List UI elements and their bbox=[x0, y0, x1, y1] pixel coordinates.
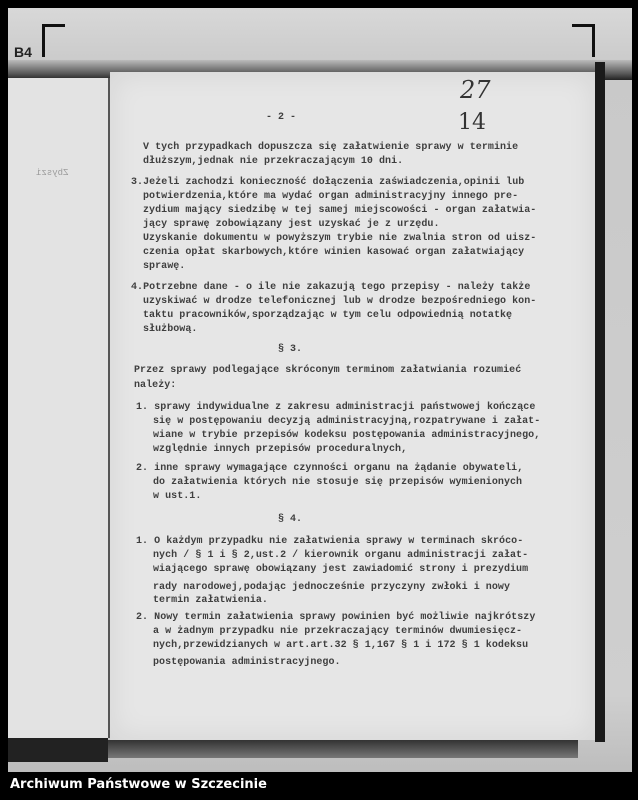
text-line: wiane w trybie przepisów kodeksu postępowania administracyjnego, bbox=[153, 430, 541, 441]
text-line: należy: bbox=[134, 380, 177, 391]
text-line: potwierdzenia,które ma wydać organ administracyjny innego pre- bbox=[143, 191, 519, 202]
text-line: termin załatwienia. bbox=[153, 595, 268, 606]
text-line: 2. inne sprawy wymagające czynności organu na żądanie obywateli, bbox=[136, 463, 524, 474]
text-line: służbową. bbox=[143, 324, 198, 335]
slot-label: B4 bbox=[14, 44, 32, 60]
text-line: postępowania administracyjnego. bbox=[153, 657, 341, 668]
archive-caption: Archiwum Państwowe w Szczecinie bbox=[10, 777, 267, 792]
crop-corner-mark bbox=[572, 24, 595, 57]
text-line: do załatwienia których nie stosuje się przepisów wymienionych bbox=[153, 477, 523, 488]
text-line: zydium mający siedzibę w tej samej miejscowości - organ załatwia- bbox=[143, 205, 537, 216]
text-line: rady narodowej,podając jednocześnie przyczyny zwłoki i nowy bbox=[153, 582, 511, 593]
text-line: się w postępowaniu decyzją administracyjną,rozpatrywane i załat- bbox=[153, 416, 541, 427]
text-line: 3.Jeżeli zachodzi konieczność dołączenia zaświadczenia,opinii lub bbox=[131, 177, 525, 188]
handwritten-folio: 14 bbox=[458, 110, 486, 135]
text-line: wiającego sprawę obowiązany jest zawiadomić strony i prezydium bbox=[153, 564, 529, 575]
text-line: 4.Potrzebne dane - o ile nie zakazują tego przepisy - należy także bbox=[131, 282, 531, 293]
text-line: względnie innych przepisów proceduralnych, bbox=[153, 444, 408, 455]
page-bottom-shadow bbox=[108, 740, 578, 758]
text-line: 1. sprawy indywidualne z zakresu administracji państwowej kończące bbox=[136, 402, 536, 413]
text-line: w ust.1. bbox=[153, 491, 202, 502]
text-line: nych,przewidzianych w art.art.32 § 1,167 § 1 i 172 § 1 kodeksu bbox=[153, 640, 529, 651]
text-line: a w żadnym przypadku nie przekraczający terminów dwumiesięcz- bbox=[153, 626, 523, 637]
text-line: V tych przypadkach dopuszcza się załatwienie sprawy w terminie bbox=[143, 142, 519, 153]
handwritten-folio: 27 bbox=[460, 76, 491, 104]
text-line: 1. O każdym przypadku nie załatwienia sprawy w terminach skróco- bbox=[136, 536, 524, 547]
text-line: sprawę. bbox=[143, 261, 186, 272]
left-page bbox=[8, 78, 110, 738]
section-heading: § 3. bbox=[278, 344, 303, 355]
text-line: dłuższym,jednak nie przekraczającym 10 dni. bbox=[143, 156, 404, 167]
text-line: jący sprawę zobowiązany jest uzyskać je z urzędu. bbox=[143, 219, 440, 230]
text-line: Uzyskanie dokumentu w powyższym trybie nie zwalnia stron od uisz- bbox=[143, 233, 537, 244]
section-heading: § 4. bbox=[278, 514, 303, 525]
text-line: taktu pracowników,sporządzając w tym celu odpowiednią notatkę bbox=[143, 310, 513, 321]
text-line: Przez sprawy podlegające skróconym terminom załatwiania rozumieć bbox=[134, 365, 522, 376]
text-line: czenia opłat skarbowych,które winien kasować organ załatwiający bbox=[143, 247, 525, 258]
crop-corner-mark bbox=[42, 24, 65, 57]
text-line: uzyskiwać w drodze telefonicznej lub w drodze bezpośredniego kon- bbox=[143, 296, 537, 307]
text-line: 2. Nowy termin załatwienia sprawy powinien być możliwie najkrótszy bbox=[136, 612, 536, 623]
text-line: nych / § 1 i § 2,ust.2 / kierownik organu administracji załat- bbox=[153, 550, 529, 561]
page-number: - 2 - bbox=[266, 112, 297, 123]
mirrored-text: Zbyszi bbox=[36, 168, 69, 178]
left-page-shadow bbox=[8, 738, 108, 762]
document-page bbox=[110, 72, 595, 740]
page-edge bbox=[595, 62, 605, 742]
